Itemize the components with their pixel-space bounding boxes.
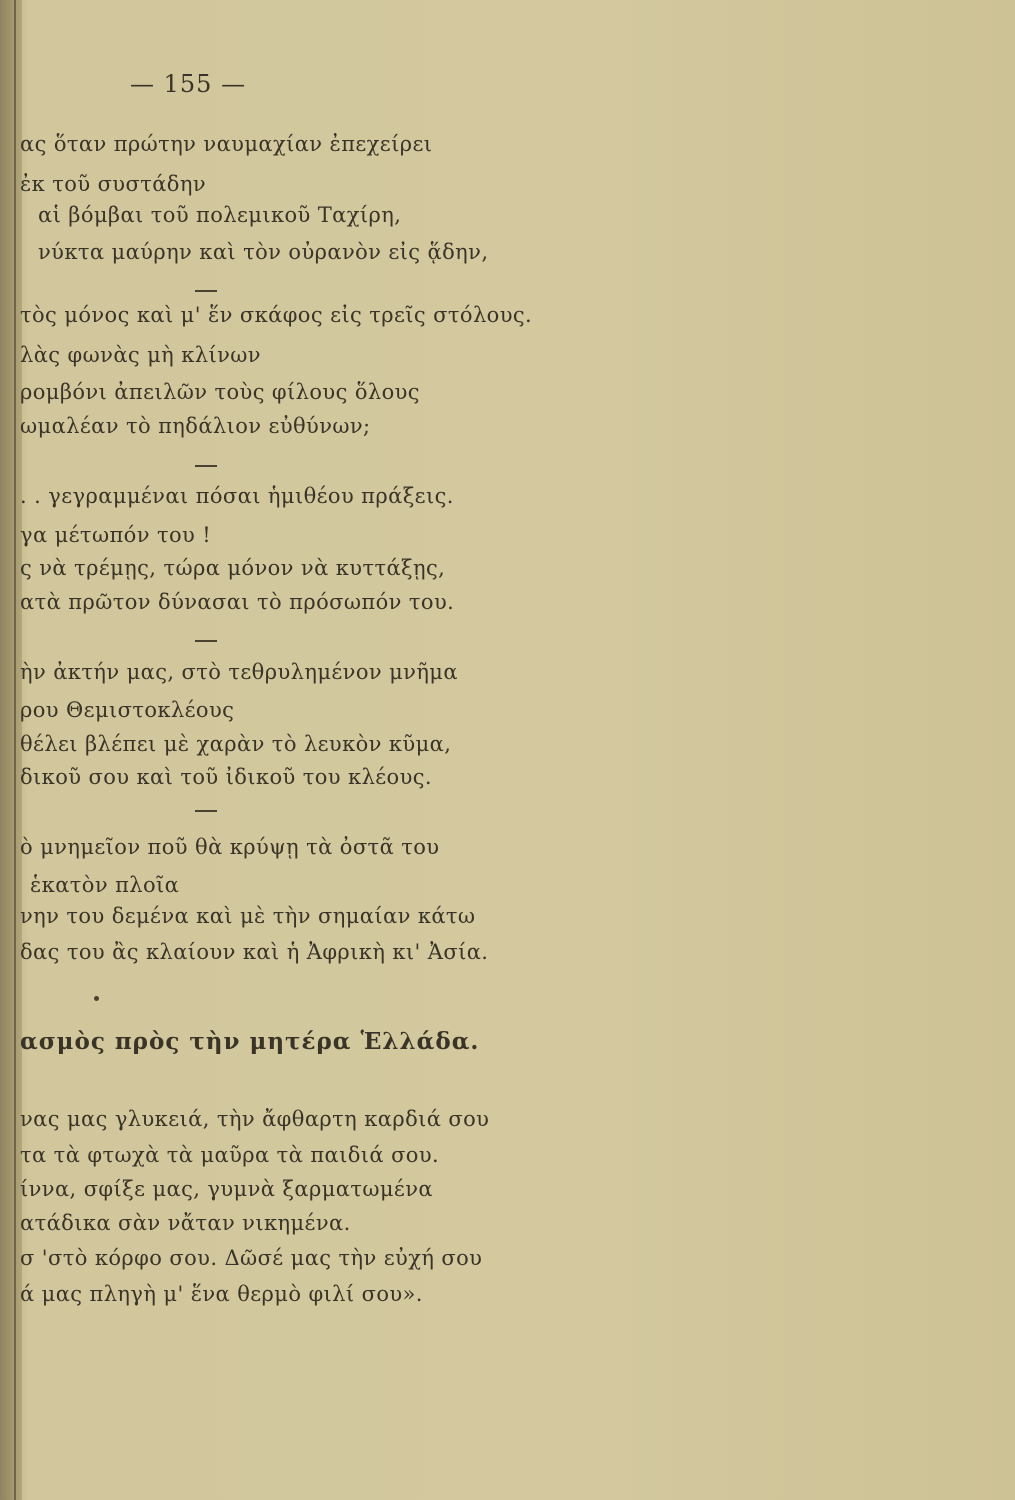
stanza-4-line-2: ρου Θεμιστοκλέους	[20, 698, 235, 722]
stanza-1-line-1: ας ὅταν πρώτην ναυμαχίαν ἐπεχείρει	[20, 132, 433, 156]
final-line-3: ίννα, σφίξε μας, γυμνὰ ξαρματωμένα	[20, 1177, 433, 1201]
binding-gutter	[0, 0, 22, 1500]
stanza-3-line-3: ς νὰ τρέμῃς, τώρα μόνον νὰ κυττάξῃς,	[20, 556, 446, 580]
stanza-5-line-2: ἑκατὸν πλοῖα	[30, 873, 180, 897]
stanza-2-line-2: λὰς φωνὰς μὴ κλίνων	[20, 343, 261, 367]
stanza-3-line-2: γα μέτωπόν του !	[20, 523, 212, 547]
stanza-separator	[195, 465, 217, 467]
stanza-4-line-4: δικοῦ σου καὶ τοῦ ἰδικοῦ του κλέους.	[20, 765, 433, 789]
stanza-2-line-3: ρομβόνι ἀπειλῶν τοὺς φίλους ὅλους	[20, 380, 420, 404]
stanza-3-line-1: . . γεγραμμέναι πόσαι ἡμιθέου πράξεις.	[20, 484, 454, 508]
section-heading: ασμὸς πρὸς τὴν μητέρα Ἑλλάδα.	[20, 1028, 480, 1055]
stanza-3-line-4: ατὰ πρῶτον δύνασαι τὸ πρόσωπόν του.	[20, 590, 455, 614]
stanza-separator	[195, 810, 217, 812]
stanza-4-line-3: θέλει βλέπει μὲ χαρὰν τὸ λευκὸν κῦμα,	[20, 732, 452, 756]
final-line-6: ά μας πληγὴ μ' ἕνα θερμὸ φιλί σου».	[20, 1282, 423, 1306]
final-line-4: ατάδικα σὰν νἄταν νικημένα.	[20, 1211, 351, 1235]
page-number: — 155 —	[130, 70, 247, 98]
final-line-5: σ 'στὸ κόρφο σου. Δῶσέ μας τὴν εὐχή σου	[20, 1246, 483, 1270]
stanza-5-line-3: νην του δεμένα καὶ μὲ τὴν σημαίαν κάτω	[20, 904, 476, 928]
stanza-1-line-2: ἐκ τοῦ συστάδην	[20, 172, 206, 196]
stanza-2-line-1: τὸς μόνος καὶ μ' ἕν σκάφος εἰς τρεῖς στόλους.	[20, 303, 533, 327]
final-line-1: νας μας γλυκειά, τὴν ἄφθαρτη καρδιά σου	[20, 1107, 490, 1131]
stanza-1-line-4: νύκτα μαύρην καὶ τὸν οὐρανὸν εἰς ᾅδην,	[38, 240, 489, 264]
stanza-4-line-1: ὴν ἀκτήν μας, στὸ τεθρυλημένον μνῆμα	[20, 660, 458, 684]
final-line-2: τα τὰ φτωχὰ τὰ μαῦρα τὰ παιδιά σου.	[20, 1143, 440, 1167]
stanza-5-line-4: δας του ἂς κλαίουν καὶ ἡ Ἀφρικὴ κι' Ἀσία.	[20, 940, 489, 964]
stanza-separator	[195, 290, 217, 292]
stanza-2-line-4: ωμαλέαν τὸ πηδάλιον εὐθύνων;	[20, 414, 371, 438]
binding-edge	[14, 0, 16, 1500]
stanza-separator	[195, 640, 217, 642]
stanza-1-line-3: αἱ βόμβαι τοῦ πολεμικοῦ Ταχίρη,	[38, 203, 402, 227]
stanza-5-line-1: ὸ μνημεῖον ποῦ θὰ κρύψῃ τὰ ὀστᾶ του	[20, 835, 440, 859]
ink-dot	[94, 996, 99, 1001]
